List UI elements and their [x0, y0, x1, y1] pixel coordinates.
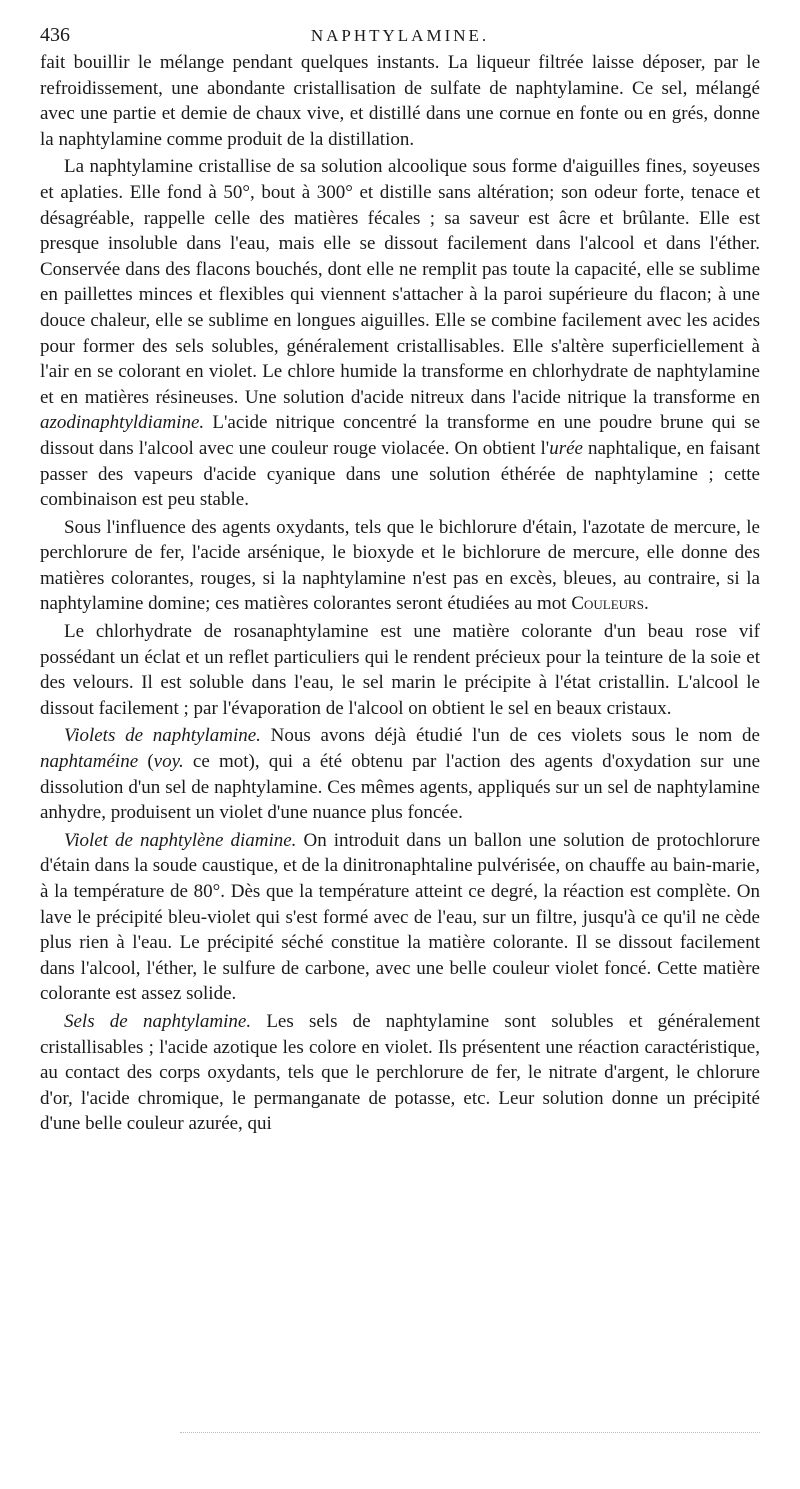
text-run: La naphtylamine cristallise de sa solution alcoolique sous forme d'aiguilles fines, soyeuses et aplaties. Elle fond à 50°, bout à 300° et distille sans altération; son odeur forte, tenace et désagréable, rappelle celle des matières fécales ; sa saveur est âcre et brûlante. Elle est presque insoluble dans l'eau, mais elle se dissout facilement dans l'alcool et dans l'éther. Conservée dans des flacons bouchés, dont elle ne remplit pas toute la capacité, elle se sublime en paillettes minces et flexibles qui viennent s'attacher à la paroi supérieure du flacon; à une douce chaleur, elle se sublime en longues aiguilles. Elle se combine facilement avec les acides pour former des sels solubles, généralement cristallisables. Elle s'altère superficiellement à l'air en se colorant en violet. Le chlore humide la transforme en chlorhydrate de naphtylamine et en matières résineuses. Une solution d'acide nitreux dans l'acide nitrique la transforme en [40, 156, 760, 408]
text-run: . [643, 593, 649, 615]
italic-term: azodinaphtyldiamine. [40, 412, 205, 434]
page-number: 436 [40, 24, 70, 46]
text-run: L'acide nitrique concentré la transforme en une poudre brune qui se dissout dans l'alcool avec une couleur rouge violacée. On obtient l' [40, 412, 760, 459]
text-run: ce mot), qui a été obtenu par l'action des agents d'oxydation sur une dissolution d'un sel de naphtylamine. Ces mêmes agents, appliqués sur un sel de naphtylamine anhydre, produisent un violet d'une nuance plus foncée. [40, 751, 761, 824]
text-run: Sous l'influence des agents oxydants, tels que le bichlorure d'étain, l'azotate de mercure, le perchlorure de fer, l'acide arsénique, le bioxyde et le bichlorure de mercure, elle donne des matières colorantes, rouges, si la naphtylamine n'est pas en excès, bleues, au contraire, si la naphtylamine domine; ces matières colorantes seront étudiées au mot [40, 516, 760, 615]
paragraph-violets [40, 723, 760, 825]
italic-term: voy. [153, 751, 184, 773]
footer-dotted-rule [180, 1432, 760, 1437]
page-header [40, 0, 760, 50]
paragraph-oxidants [40, 515, 760, 617]
text-run: ( [138, 751, 154, 773]
paragraph-properties [40, 154, 760, 512]
text-run: naphtalique, en faisant passer des vapeurs d'acide cyanique dans une solution éthérée de naphtylamine ; cette combinaison est peu stable. [40, 437, 760, 511]
section-heading: Violets de naphtylamine. [64, 725, 261, 747]
paragraph-violet-diamine [40, 828, 760, 1007]
paragraph-rosanaphtylamine: Le chlorhydrate de rosanaphtylamine est une matière colorante d'un beau rose vif possédant un éclat et un reflet particuliers qui le rendent précieux pour la teinture de la soie et des velours. Il est soluble dans l'eau, le sel marin le précipite à l'état cristallin. L'alcool le dissout facilement ; par l'évaporation de l'alcool on obtient le sel en beaux cristaux. [40, 621, 760, 719]
italic-term: urée [549, 437, 583, 459]
text-run: On introduit dans un ballon une solution de protochlorure d'étain dans la soude caustique, et de la dinitronaphtaline pulvérisée, on chauffe au bain-marie, à la température de 80°. Dès que la température atteint ce degré, la réaction est complète. On lave le précipité bleu-violet qui s'est formé avec de l'eau, sur un filtre, jusqu'à ce qu'il ne cède plus rien à l'eau. Le précipité séché constitue la matière colorante. Il se dissout facilement dans l'alcool, l'éther, le sulfure de carbone, avec une belle couleur violet foncé. Cette matière colorante est assez solide. [40, 829, 761, 1005]
text-run: Nous avons déjà étudié l'un de ces violets sous le nom de [260, 725, 760, 747]
text-run: Les sels de naphtylamine sont solubles et généralement cristallisables ; l'acide azotique les colore en violet. Ils présentent une réaction caractéristique, au contact des corps oxydants, tels que le perchlorure de fer, le nitrate d'argent, le chlorure d'or, l'acide chromique, le permanganate de potasse, etc. Leur solution donne un précipité d'une belle couleur azurée, qui [40, 1010, 760, 1135]
paragraph-salts [40, 1009, 760, 1137]
paragraph-preparation: fait bouillir le mélange pendant quelques instants. La liqueur filtrée laisse déposer, par le refroidissement, une abondante cristallisation de sulfate de naphtylamine. Ce sel, mélangé avec une partie et demie de chaux vive, et distillé dans une cornue en fonte ou en grés, donne la naphtylamine comme produit de la distillation. [40, 52, 760, 150]
section-heading: Sels de naphtylamine. [64, 1010, 252, 1032]
running-title: NAPHTYLAMINE. [310, 26, 490, 45]
body-text [40, 50, 760, 1137]
section-heading: Violet de naphtylène diamine. [64, 829, 297, 851]
small-caps-term: Couleurs [571, 593, 644, 615]
italic-term: naphtaméine [40, 751, 139, 773]
